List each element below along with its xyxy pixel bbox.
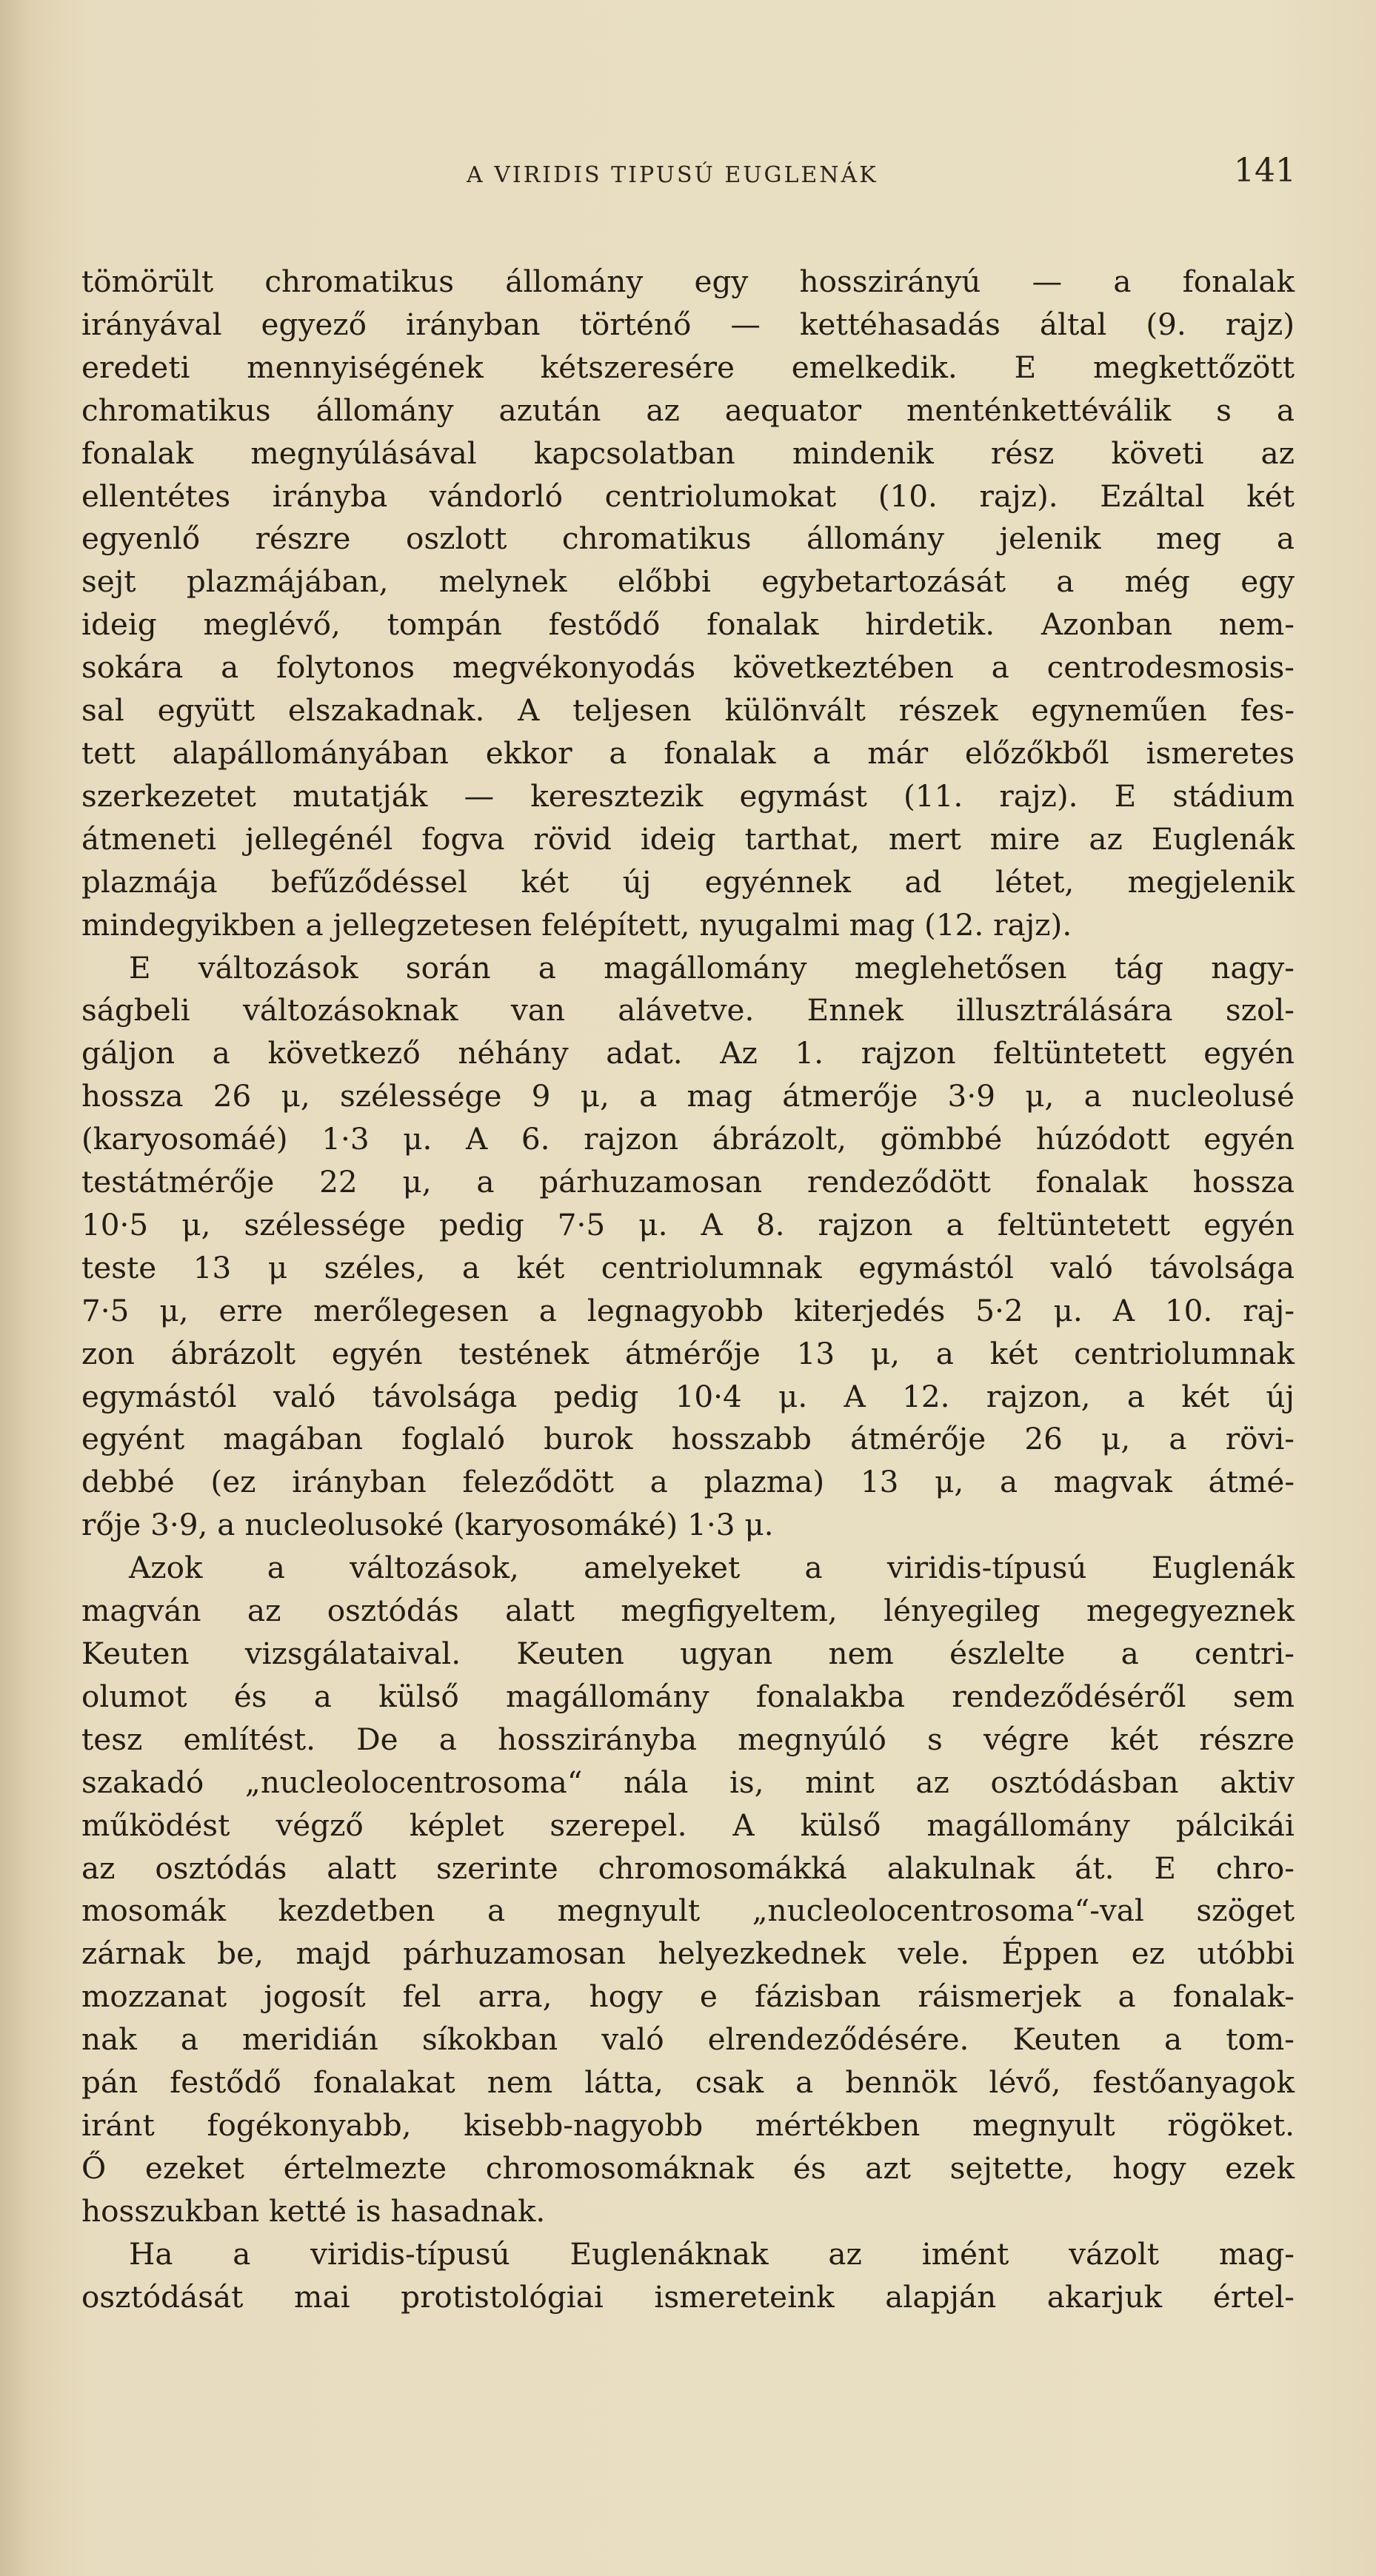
text-line: olumot és a külső magállomány fonalakba rendeződéséről sem (81, 1678, 1295, 1714)
text-line: testátmérője 22 μ, a párhuzamosan rendeződött fonalak hossza (81, 1164, 1295, 1200)
page-header (81, 152, 1296, 196)
text-line: hossza 26 μ, szélessége 9 μ, a mag átmerője 3·9 μ, a nucleolusé (81, 1078, 1295, 1114)
text-line: mindegyikben a jellegzetesen felépített, nyugalmi mag (12. rajz). (81, 906, 1072, 943)
text-line: osztódását mai protistológiai ismereteink alapján akarjuk értel- (81, 2278, 1295, 2315)
text-line: ellentétes irányba vándorló centriolumokat (10. rajz). Ezáltal két (81, 478, 1295, 514)
text-line: chromatikus állomány azután az aequator menténkettéválik s a (81, 392, 1295, 428)
text-line: szerkezetet mutatják — keresztezik egymást (11. rajz). E stádium (81, 777, 1295, 814)
text-line: tömörült chromatikus állomány egy hosszirányú — a fonalak (81, 264, 1295, 299)
text-line: működést végző képlet szerepel. A külső magállomány pálcikái (81, 1807, 1295, 1843)
text-line: tett alapállományában ekkor a fonalak a már előzőkből ismeretes (81, 735, 1295, 771)
text-line: mozzanat jogosít fel arra, hogy e fázisban ráismerjek a fonalak- (81, 1978, 1295, 2015)
text-line: eredeti mennyiségének kétszeresére emelkedik. E megkettőzött (81, 349, 1295, 385)
text-line: egyenlő részre oszlott chromatikus állomány jelenik meg a (81, 521, 1295, 557)
text-line: Keuten vizsgálataival. Keuten ugyan nem észlelte a centri- (81, 1636, 1295, 1671)
text-line: egyént magában foglaló burok hosszabb átmérője 26 μ, a rövi- (81, 1421, 1295, 1457)
text-line: sokára a folytonos megvékonyodás következtében a centrodesmosis- (81, 649, 1295, 686)
text-line: fonalak megnyúlásával kapcsolatban mindenik rész követi az (81, 435, 1295, 471)
text-line: Ha a viridis-típusú Euglenáknak az imént vázolt mag- (129, 2235, 1295, 2272)
text-line: magván az osztódás alatt megfigyeltem, lényegileg megegyeznek (81, 1593, 1295, 1629)
text-line: iránt fogékonyabb, kisebb-nagyobb mértékben megnyult rögöket. (81, 2107, 1295, 2143)
text-line: nak a meridián síkokban való elrendeződésére. Keuten a tom- (81, 2021, 1295, 2058)
body-text (81, 261, 1295, 2319)
text-line: 10·5 μ, szélessége pedig 7·5 μ. A 8. rajzon a feltüntetett egyén (81, 1206, 1295, 1242)
text-line: sejt plazmájában, melynek előbbi egybetartozását a még egy (81, 563, 1295, 600)
text-line: ságbeli változásoknak van alávetve. Ennek illusztrálására szol- (81, 992, 1295, 1028)
text-line: szakadó „nucleolocentrosoma“ nála is, mint az osztódásban aktiv (81, 1764, 1295, 1800)
paragraph-2 (81, 947, 1295, 1548)
text-line: irányával egyező irányban történő — kettéhasadás által (9. rajz) (81, 306, 1295, 342)
text-line: mosomák kezdetben a megnyult „nucleolocentrosoma“-val szöget (81, 1893, 1295, 1929)
paragraph-3 (81, 1547, 1295, 2233)
text-line: sal együtt elszakadnak. A teljesen különvált részek egyneműen fes- (81, 692, 1295, 729)
text-line: 7·5 μ, erre merőlegesen a legnagyobb kiterjedés 5·2 μ. A 10. raj- (81, 1292, 1295, 1328)
text-line: E változások során a magállomány meglehetősen tág nagy- (129, 949, 1295, 986)
text-line: debbé (ez irányban feleződött a plazma) 13 μ, a magvak átmé- (81, 1464, 1295, 1500)
text-line: pán festődő fonalakat nem látta, csak a bennök lévő, festőanyagok (81, 2064, 1295, 2101)
text-line: egymástól való távolsága pedig 10·4 μ. A 12. rajzon, a két új (81, 1378, 1295, 1414)
text-line: átmeneti jellegénél fogva rövid ideig tarthat, mert mire az Euglenák (81, 820, 1295, 857)
text-line: (karyosomáé) 1·3 μ. A 6. rajzon ábrázolt, gömbbé húzódott egyén (81, 1121, 1295, 1157)
text-line: az osztódás alatt szerinte chromosomákká alakulnak át. E chro- (81, 1850, 1295, 1886)
text-line: gáljon a következő néhány adat. Az 1. rajzon feltüntetett egyén (81, 1035, 1295, 1071)
page-number: 141 (1234, 152, 1296, 190)
text-line: plazmája befűződéssel két új egyénnek ad létet, megjelenik (81, 863, 1295, 900)
running-title: A VIRIDIS TIPUSÚ EUGLENÁK (467, 162, 878, 188)
text-line: tesz említést. De a hosszirányba megnyúló s végre két részre (81, 1721, 1295, 1757)
text-line: teste 13 μ széles, a két centriolumnak egymástól való távolsága (81, 1249, 1295, 1285)
text-line: hosszukban ketté is hasadnak. (81, 2192, 546, 2229)
text-line: Azok a változások, amelyeket a viridis-típusú Euglenák (129, 1550, 1295, 1586)
text-line: ideig meglévő, tompán festődő fonalak hirdetik. Azonban nem- (81, 606, 1295, 643)
text-line: Ő ezeket értelmezte chromosomáknak és azt sejtette, hogy ezek (81, 2150, 1295, 2186)
text-line: zárnak be, majd párhuzamosan helyezkednek vele. Éppen ez utóbbi (81, 1936, 1295, 1972)
text-line: zon ábrázolt egyén testének átmérője 13 μ, a két centriolumnak (81, 1335, 1295, 1371)
text-line: rője 3·9, a nucleolusoké (karyosomáké) 1·3 μ. (81, 1507, 774, 1543)
paragraph-4 (81, 2233, 1295, 2319)
paragraph-1 (81, 261, 1295, 947)
